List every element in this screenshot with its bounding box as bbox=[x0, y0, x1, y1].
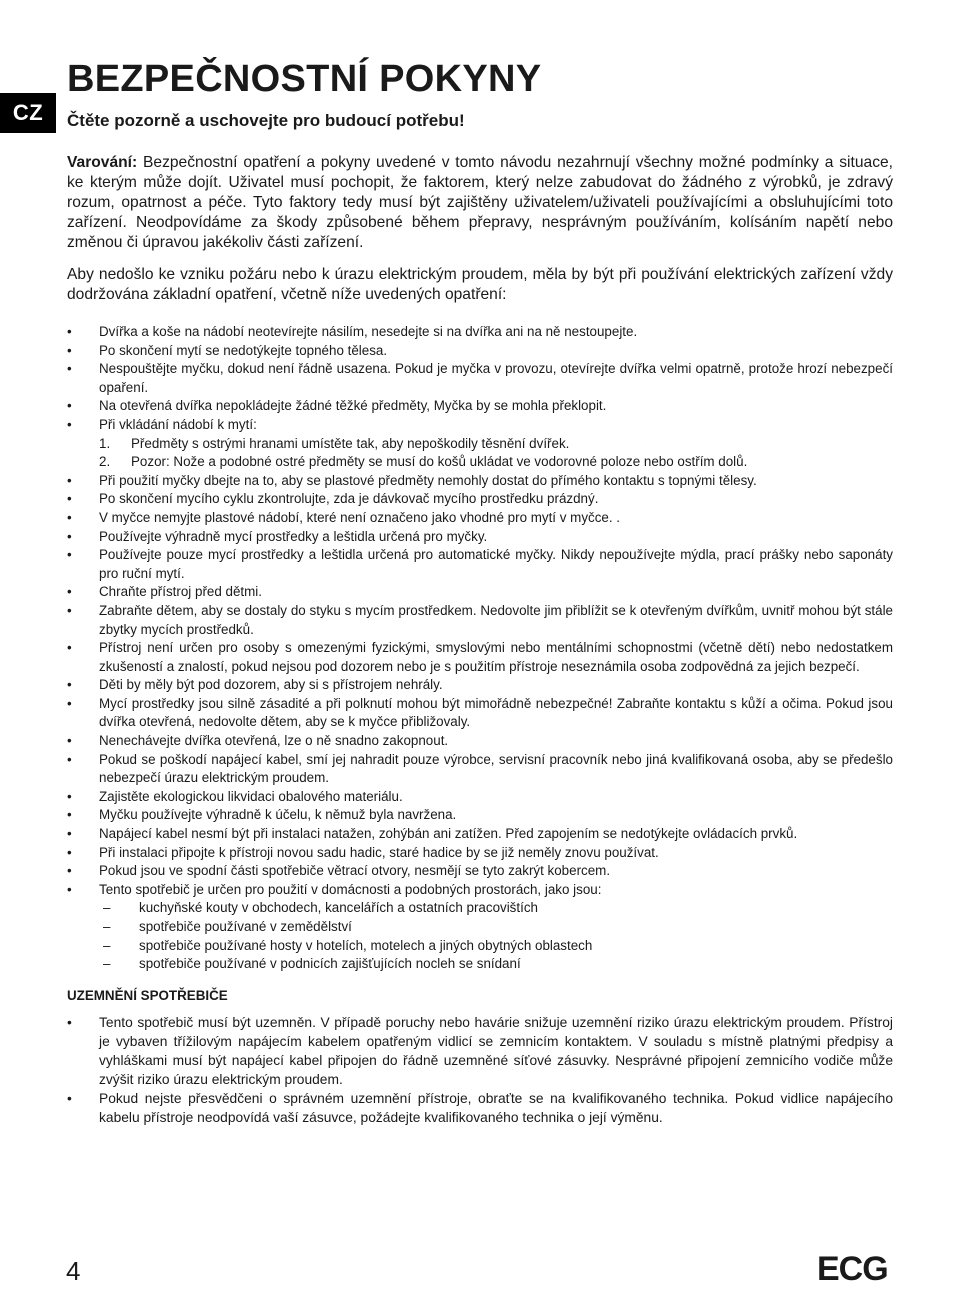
list-item bbox=[67, 528, 893, 547]
list-item-text: Po skončení mycího cyklu zkontrolujte, zda je dávkovač mycího prostředku prázdný. bbox=[99, 491, 599, 507]
list-item bbox=[67, 360, 893, 397]
list-item bbox=[67, 732, 893, 751]
bullet-marker: • bbox=[67, 733, 72, 749]
language-code: CZ bbox=[12, 100, 44, 125]
bullet-marker: • bbox=[67, 677, 72, 693]
dash-item bbox=[99, 937, 893, 956]
bullet-marker: • bbox=[67, 342, 72, 358]
bullet-marker: • bbox=[67, 509, 72, 525]
dash-marker: – bbox=[103, 956, 111, 972]
list-item bbox=[67, 1013, 893, 1089]
list-item bbox=[67, 583, 893, 602]
bullet-marker: • bbox=[67, 844, 72, 860]
list-item bbox=[67, 416, 893, 472]
numbered-item-text: Pozor: Nože a podobné ostré předměty se musí do košů ukládat ve vodorovné poloze nebo ostřím dolů. bbox=[131, 454, 748, 470]
list-item bbox=[67, 751, 893, 788]
grounding-list bbox=[67, 1013, 893, 1127]
list-item bbox=[67, 695, 893, 732]
dash-item bbox=[99, 899, 893, 918]
list-item-text: Mycí prostředky jsou silně zásadité a při polknutí mohou být mimořádně nebezpečné! Zabraňte kontaktu s kůží a očima. Pokud jsou dvířka otevřená, nedovolte dětem, aby se k myčce přibližovaly. bbox=[99, 695, 893, 730]
list-item bbox=[67, 342, 893, 361]
list-item-text: Používejte pouze mycí prostředky a leštidla určená pro automatické myčky. Nikdy nepoužívejte mýdla, prací prášky nebo saponáty pro ruční mytí. bbox=[99, 547, 893, 581]
intro-paragraph: Aby nedošlo ke vzniku požáru nebo k úrazu elektrickým proudem, měla by být při používání elektrických zařízení vždy dodržována základní opatření, včetně níže uvedených opatření: bbox=[67, 266, 893, 303]
bullet-marker: • bbox=[67, 491, 72, 507]
list-item bbox=[67, 1089, 893, 1127]
list-item-text: Napájecí kabel nesmí být při instalaci natažen, zohýbán ani zatížen. Před zapojením se nedotýkejte ovládacích prvků. bbox=[99, 826, 798, 842]
dash-marker: – bbox=[103, 919, 111, 934]
list-item-text: Na otevřená dvířka nepokládejte žádné těžké předměty, Myčka by se mohla překlopit. bbox=[99, 398, 607, 414]
numbered-sublist bbox=[99, 435, 893, 472]
numbered-item-text: Předměty s ostrými hranami umístěte tak, aby nepoškodily těsnění dvířek. bbox=[131, 435, 570, 451]
list-item bbox=[67, 862, 893, 881]
bullet-marker: • bbox=[67, 751, 72, 767]
dash-item-text: spotřebiče používané hosty v hotelích, motelech a jiných obytných oblastech bbox=[139, 937, 593, 953]
list-item-text: Přístroj není určen pro osoby s omezenými fyzickými, smyslovými nebo mentálními schopnostmi (včetně dětí) nebo nedostatkem zkušeností a znalostí, pokud nejsou pod dozorem nebo je s použitím přístroje neseznámila osoba zodpovědná za jejich bezpečí. bbox=[99, 640, 893, 674]
list-item-text: Myčku používejte výhradně k účelu, k němuž byla navržena. bbox=[99, 807, 457, 823]
list-item-text: Při použití myčky dbejte na to, aby se plastové předměty nemohly dostat do přímého kontaktu s topnými tělesy. bbox=[99, 472, 757, 488]
list-item bbox=[67, 676, 893, 695]
list-item-text: Děti by měly být pod dozorem, aby si s přístrojem nehrály. bbox=[99, 677, 443, 693]
warning-text: Bezpečnostní opatření a pokyny uvedené v tomto návodu nezahrnují všechny možné podmínky a situace, ke kterým může dojít. Uživatel musí pochopit, že faktorem, který nelze zabudovat do žádného z výrobků, je zdravý rozum, opatrnost a péče. Tyto faktory tedy musí být zajištěny uživatelem/uživateli používajícími a obsluhujícími toto zařízení. Neodpovídáme za škody způsobené během přepravy, nesprávným používáním, kolísáním napětí nebo změnou či úpravou jakékoliv části zařízení. bbox=[67, 154, 893, 251]
list-item-text: Zabraňte dětem, aby se dostaly do styku s mycím prostředkem. Nedovolte jim přiblížit se k otevřeným dvířkům, uvnitř mohou být stále zbytky mycích prostředků. bbox=[99, 602, 893, 637]
numbered-item bbox=[99, 453, 893, 472]
page-content bbox=[67, 58, 893, 1127]
bullet-marker: • bbox=[67, 826, 72, 842]
item-number: 1. bbox=[99, 435, 111, 451]
page-subtitle: Čtěte pozorně a uschovejte pro budoucí potřebu! bbox=[67, 111, 465, 130]
bullet-marker: • bbox=[67, 1090, 72, 1106]
list-item-text: Používejte výhradně mycí prostředky a leštidla určená pro myčky. bbox=[99, 528, 488, 544]
list-item-text: Po skončení mytí se nedotýkejte topného tělesa. bbox=[99, 342, 388, 358]
list-item bbox=[67, 806, 893, 825]
item-number: 2. bbox=[99, 454, 111, 470]
bullet-marker: • bbox=[67, 863, 72, 879]
list-item bbox=[67, 546, 893, 583]
bullet-marker: • bbox=[67, 528, 72, 544]
list-item bbox=[67, 397, 893, 416]
bullet-marker: • bbox=[67, 324, 72, 339]
bullet-marker: • bbox=[67, 547, 72, 563]
list-item-text: Zajistěte ekologickou likvidaci obalového materiálu. bbox=[99, 788, 403, 804]
bullet-marker: • bbox=[67, 1014, 72, 1030]
list-item bbox=[67, 509, 893, 528]
bullet-marker: • bbox=[67, 416, 72, 432]
page-number: 4 bbox=[66, 1256, 81, 1286]
safety-list bbox=[67, 323, 893, 974]
list-item-text: Pokud nejste přesvědčeni o správném uzemnění přístroje, obraťte se na kvalifikovaného technika. Pokud vidlice napájecího kabelu přístroje neodpovídá vaší zásuvce, požádejte kvalifikovaného technika o její výměnu. bbox=[99, 1090, 893, 1125]
dash-item-text: kuchyňské kouty v obchodech, kancelářích a ostatních pracovištích bbox=[139, 900, 538, 916]
list-item bbox=[67, 788, 893, 807]
bullet-marker: • bbox=[67, 602, 72, 618]
grounding-heading: UZEMNĚNÍ SPOTŘEBIČE bbox=[67, 987, 228, 1003]
list-item-text: Nespouštějte myčku, dokud není řádně usazena. Pokud je myčka v provozu, otevírejte dvířka velmi opatrně, protože hrozí nebezpečí opaření. bbox=[99, 361, 893, 395]
page-title: BEZPEČNOSTNÍ POKYNY bbox=[67, 58, 542, 100]
bullet-marker: • bbox=[67, 361, 72, 377]
bullet-marker: • bbox=[67, 788, 72, 804]
list-item-text: Pokud jsou ve spodní části spotřebiče větrací otvory, nesmějí se tyto zakrýt kobercem. bbox=[99, 863, 611, 879]
warning-label: Varování: bbox=[67, 154, 138, 171]
bullet-marker: • bbox=[67, 584, 72, 600]
brand-logo: ECG bbox=[817, 1250, 888, 1288]
list-item bbox=[67, 639, 893, 676]
list-item-text: Tento spotřebič musí být uzemněn. V případě poruchy nebo havárie snižuje uzemnění riziko úrazu elektrickým proudem. Přístroj je vybaven třížilovým napájecím kabelem opatřeným vidlicí se zemnicím kontaktem. V souladu s místně platnými předpisy a vyhláškami musí být napájecí kabel připojen do řádně uzemněné síťové zásuvky. Nesprávné připojení zemnicího vodiče může zvýšit riziko úrazu elektrickým proudem. bbox=[99, 1014, 893, 1087]
list-item bbox=[67, 323, 893, 342]
list-item bbox=[67, 472, 893, 491]
list-item-text: V myčce nemyjte plastové nádobí, které není označeno jako vhodné pro mytí v myčce. . bbox=[99, 509, 621, 525]
list-item bbox=[67, 844, 893, 863]
list-item-text: Pokud se poškodí napájecí kabel, smí jej nahradit pouze výrobce, servisní pracovník nebo jiná kvalifikovaná osoba, aby se předešlo nebezpečí úrazu elektrickým proudem. bbox=[99, 751, 893, 786]
dash-sublist bbox=[99, 899, 893, 973]
bullet-marker: • bbox=[67, 695, 72, 711]
dash-marker: – bbox=[103, 937, 111, 953]
dash-item bbox=[99, 918, 893, 937]
language-tab bbox=[0, 93, 56, 133]
list-item-text: Při instalaci připojte k přístroji novou sadu hadic, staré hadice by se již neměly znovu používat. bbox=[99, 844, 659, 860]
list-item-text: Chraňte přístroj před dětmi. bbox=[99, 584, 262, 600]
bullet-marker: • bbox=[67, 807, 72, 823]
list-item bbox=[67, 825, 893, 844]
bullet-marker: • bbox=[67, 640, 72, 656]
list-item-text: Tento spotřebič je určen pro použití v domácnosti a podobných prostorách, jako jsou: bbox=[99, 881, 602, 897]
list-item bbox=[67, 881, 893, 974]
dash-item-text: spotřebiče používané v zemědělství bbox=[139, 919, 352, 934]
list-item-text: Dvířka a koše na nádobí neotevírejte násilím, nesedejte si na dvířka ani na ně nestoupejte. bbox=[99, 324, 638, 339]
dash-item bbox=[99, 955, 893, 974]
bullet-marker: • bbox=[67, 472, 72, 488]
bullet-marker: • bbox=[67, 398, 72, 414]
numbered-item bbox=[99, 435, 893, 454]
list-item-text: Při vkládání nádobí k mytí: bbox=[99, 416, 257, 432]
warning-paragraph bbox=[67, 153, 893, 253]
dash-marker: – bbox=[103, 900, 111, 916]
bullet-marker: • bbox=[67, 881, 72, 897]
list-item bbox=[67, 602, 893, 639]
list-item-text: Nenechávejte dvířka otevřená, lze o ně snadno zakopnout. bbox=[99, 733, 449, 749]
list-item bbox=[67, 490, 893, 509]
dash-item-text: spotřebiče používané v podnicích zajišťujících nocleh se snídaní bbox=[139, 956, 521, 972]
